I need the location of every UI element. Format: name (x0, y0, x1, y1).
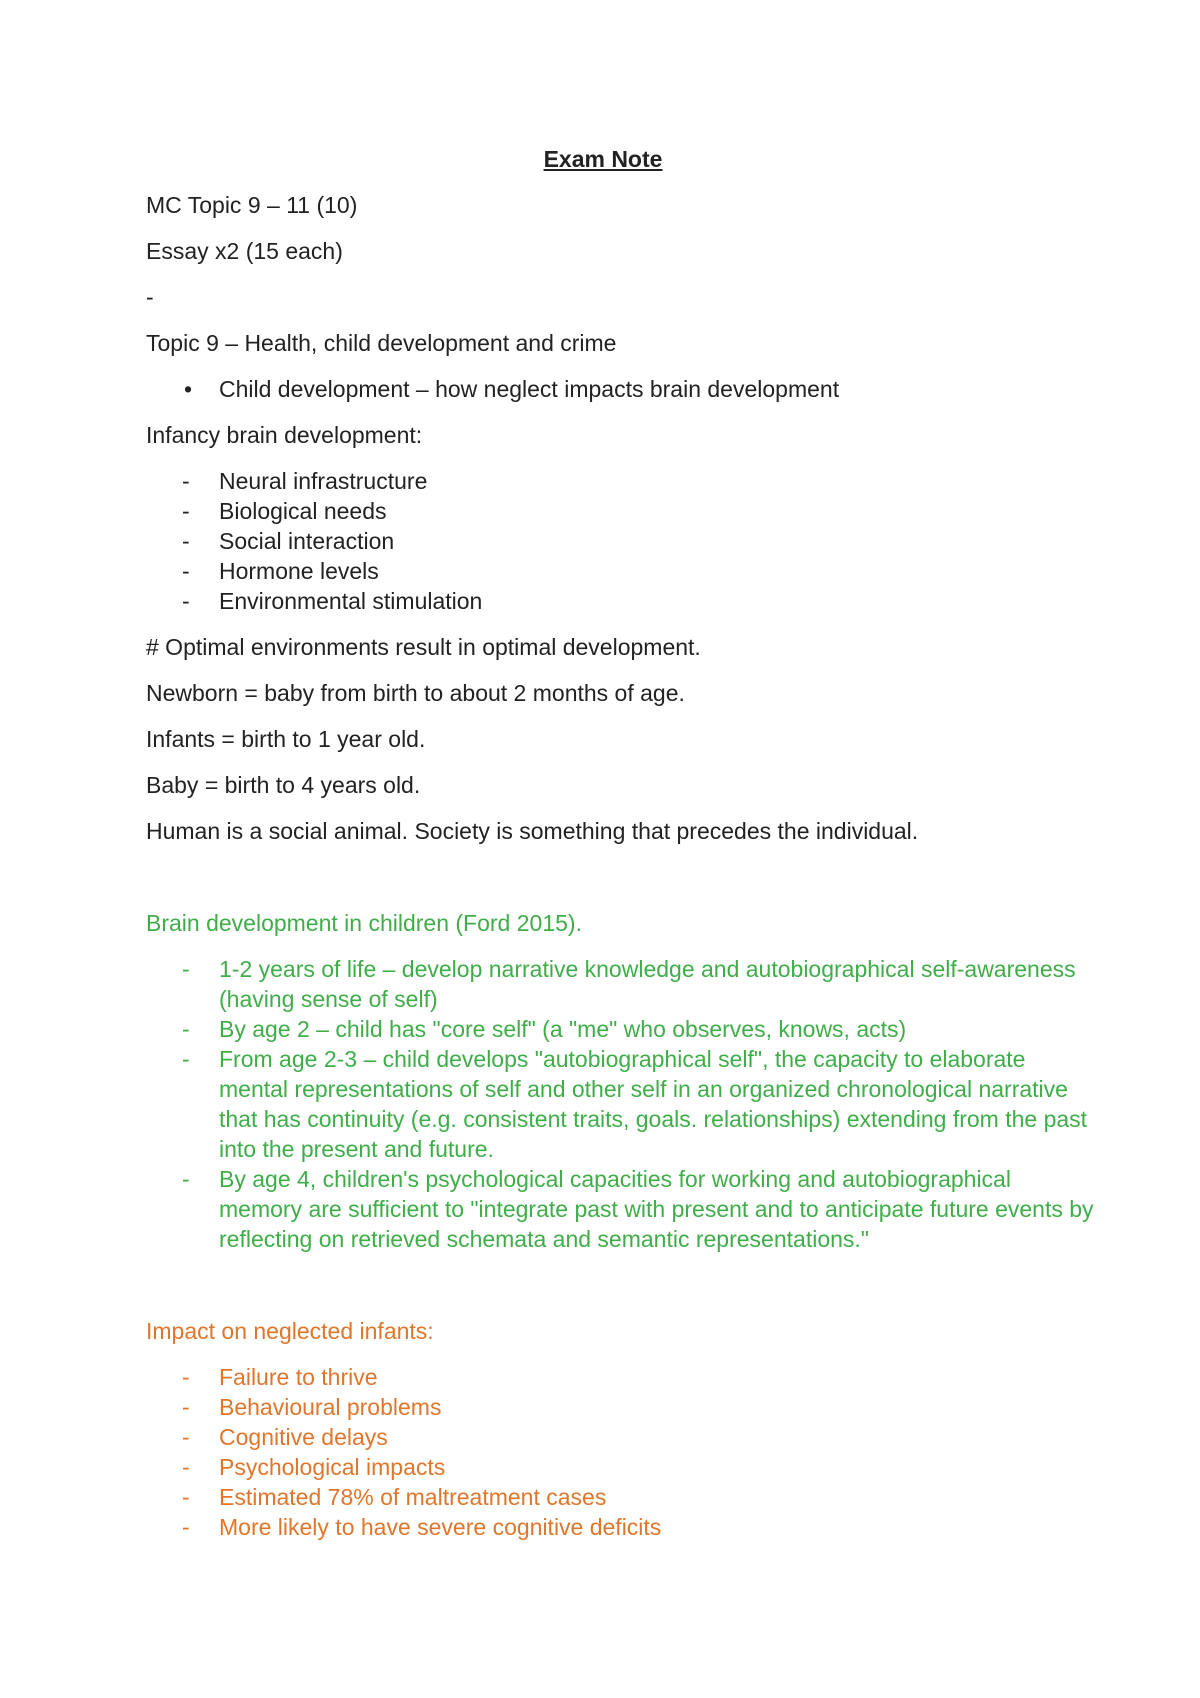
newborn-definition: Newborn = baby from birth to about 2 months of age. (146, 680, 685, 706)
dash-marker: - (182, 1166, 190, 1192)
list-item (146, 954, 1100, 1014)
dash-marker: - (182, 1016, 190, 1042)
list-item-text: Social interaction (219, 528, 395, 554)
list-item-text: Estimated 78% of maltreatment cases (219, 1484, 607, 1510)
dash-marker: - (182, 1394, 190, 1420)
list-item-text: Failure to thrive (219, 1364, 378, 1390)
topic-heading: Topic 9 – Health, child development and crime (146, 330, 617, 356)
dash-marker: - (182, 956, 190, 982)
list-item (146, 1392, 1100, 1422)
list-item-text: Biological needs (219, 498, 387, 524)
list-item-text: From age 2-3 – child develops "autobiographical self", the capacity to elaborate mental representations of self and other self in an organized chronological narrative that has continuity (e.g. consistent traits, goals. relationships) extending from the past into the present and future. (219, 1046, 1088, 1162)
dash-marker: - (182, 1046, 190, 1072)
list-item (146, 1044, 1100, 1164)
list-item (146, 1014, 1100, 1044)
topic-bullet-list (146, 374, 1100, 404)
document-title: Exam Note (543, 146, 663, 172)
list-item-text: Child development – how neglect impacts brain development (219, 376, 840, 402)
dash-marker: - (182, 1454, 190, 1480)
optimal-note: # Optimal environments result in optimal development. (146, 634, 701, 660)
list-item (146, 1512, 1100, 1542)
mc-topic-line: MC Topic 9 – 11 (10) (146, 192, 358, 218)
list-item-text: By age 2 – child has "core self" (a "me" who observes, knows, acts) (219, 1016, 907, 1042)
dash-marker: - (182, 1364, 190, 1390)
infancy-heading: Infancy brain development: (146, 422, 423, 448)
list-item (146, 526, 1100, 556)
neglect-heading: Impact on neglected infants: (146, 1318, 434, 1344)
separator-line: - (146, 284, 154, 310)
bullet-marker: • (184, 376, 193, 402)
infancy-list (146, 466, 1100, 616)
list-item (146, 1362, 1100, 1392)
list-item (146, 1422, 1100, 1452)
dash-marker: - (182, 498, 190, 524)
list-item-text: Cognitive delays (219, 1424, 388, 1450)
list-item (146, 1482, 1100, 1512)
list-item-text: Neural infrastructure (219, 468, 428, 494)
brain-development-heading: Brain development in children (Ford 2015). (146, 910, 582, 936)
list-item (146, 374, 1100, 404)
list-item (146, 496, 1100, 526)
dash-marker: - (182, 1514, 190, 1540)
dash-marker: - (182, 588, 190, 614)
dash-marker: - (182, 1484, 190, 1510)
list-item (146, 466, 1100, 496)
dash-marker: - (182, 1424, 190, 1450)
list-item (146, 1452, 1100, 1482)
list-item-text: By age 4, children's psychological capacities for working and autobiographical memory are sufficient to "integrate past with present and to anticipate future events by reflecting on retrieved schemata and semantic representations." (219, 1166, 1094, 1252)
list-item (146, 586, 1100, 616)
infants-definition: Infants = birth to 1 year old. (146, 726, 426, 752)
list-item (146, 1164, 1100, 1254)
list-item-text: Environmental stimulation (219, 588, 483, 614)
list-item-text: 1-2 years of life – develop narrative knowledge and autobiographical self-awareness (having sense of self) (219, 956, 1076, 1012)
list-item-text: More likely to have severe cognitive deficits (219, 1514, 662, 1540)
spacer (146, 862, 1100, 908)
dash-marker: - (182, 468, 190, 494)
dash-marker: - (182, 558, 190, 584)
baby-definition: Baby = birth to 4 years old. (146, 772, 421, 798)
brain-development-list (146, 954, 1100, 1254)
list-item-text: Behavioural problems (219, 1394, 442, 1420)
essay-line: Essay x2 (15 each) (146, 238, 343, 264)
social-animal-note: Human is a social animal. Society is something that precedes the individual. (146, 818, 919, 844)
dash-marker: - (182, 528, 190, 554)
spacer (146, 1270, 1100, 1316)
neglect-impacts-list (146, 1362, 1100, 1542)
list-item-text: Hormone levels (219, 558, 379, 584)
list-item-text: Psychological impacts (219, 1454, 446, 1480)
list-item (146, 556, 1100, 586)
